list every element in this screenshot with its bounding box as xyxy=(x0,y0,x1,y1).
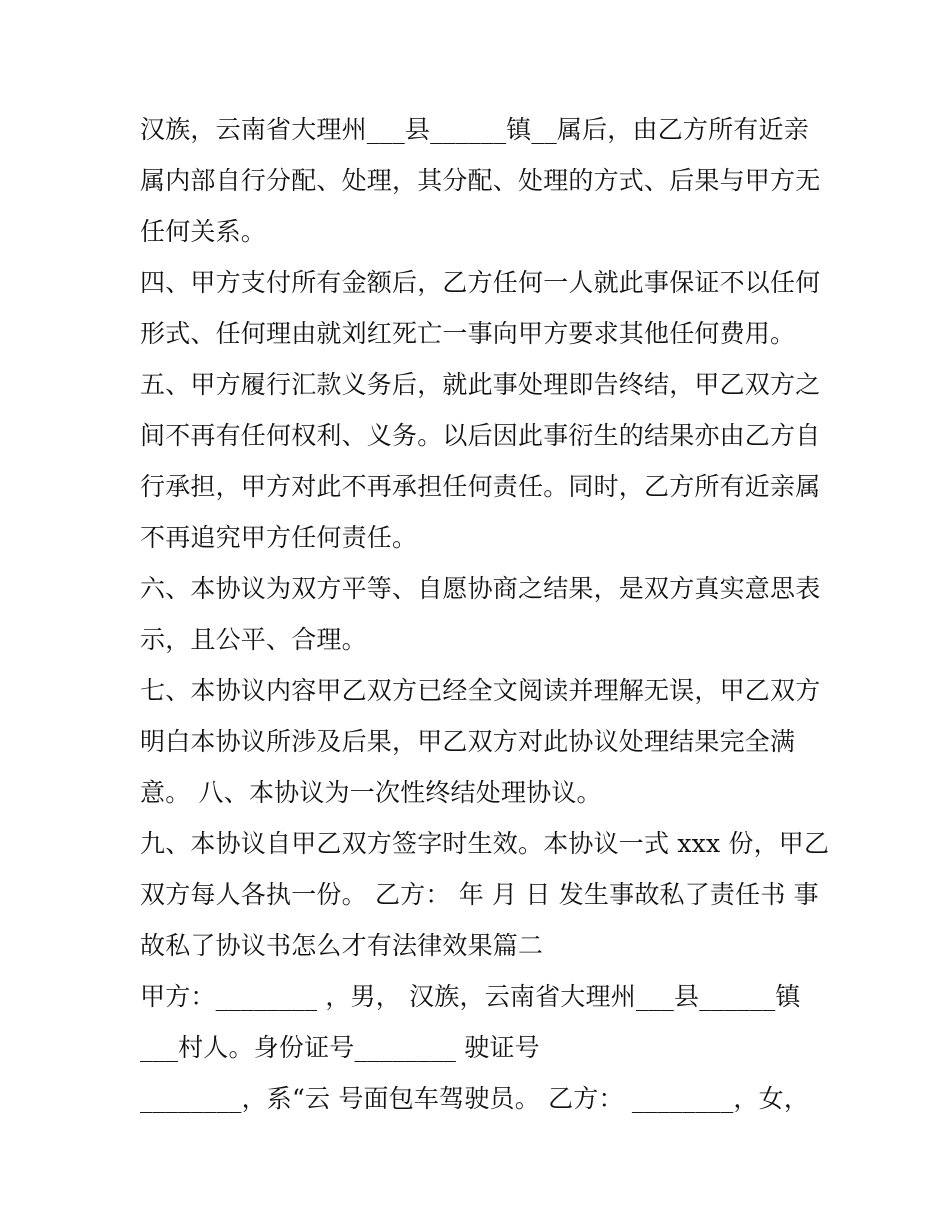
text-line: 甲方：________ ，男， 汉族，云南省大理州___县______镇 xyxy=(140,982,801,1011)
text-line: 汉族，云南省大理州___县______镇__属后，由乙方所有近亲 xyxy=(140,115,809,144)
text-line: 四、甲方支付所有金额后，乙方任何一人就此事保证不以任何 xyxy=(140,268,821,297)
text-line: ___村人。身份证号________ 驶证号 xyxy=(140,1033,540,1062)
text-line: 示，且公平、合理。 xyxy=(140,625,367,654)
text-line: 不再追究甲方任何责任。 xyxy=(140,523,418,552)
text-line: 明白本协议所涉及后果，甲乙双方对此协议处理结果完全满 xyxy=(140,727,796,756)
text-line: 五、甲方履行汇款义务后，就此事处理即告终结，甲乙双方之 xyxy=(140,370,821,399)
text-line: 形式、任何理由就刘红死亡一事向甲方要求其他任何费用。 xyxy=(140,319,796,348)
text-line: 六、本协议为双方平等、自愿协商之结果，是双方真实意思表 xyxy=(140,574,821,603)
text-line: 意。 八、本协议为一次性终结处理协议。 xyxy=(140,778,602,807)
text-line: 任何关系。 xyxy=(140,217,267,246)
text-line: ________，系“云 号面包车驾驶员。 乙方： ________，女， xyxy=(140,1084,810,1113)
text-line: 故私了协议书怎么才有法律效果篇二 xyxy=(140,931,544,960)
text-line: 行承担，甲方对此不再承担任何责任。同时，乙方所有近亲属 xyxy=(140,472,821,501)
text-line: 双方每人各执一份。 乙方： 年 月 日 发生事故私了责任书 事 xyxy=(140,880,819,909)
text-line: 九、本协议自甲乙双方签字时生效。本协议一式 xxx 份，甲乙 xyxy=(140,829,830,858)
text-line: 属内部自行分配、处理，其分配、处理的方式、后果与甲方无 xyxy=(140,166,821,195)
text-line: 间不再有任何权利、义务。以后因此事衍生的结果亦由乙方自 xyxy=(140,421,821,450)
text-line: 七、本协议内容甲乙双方已经全文阅读并理解无误，甲乙双方 xyxy=(140,676,821,705)
